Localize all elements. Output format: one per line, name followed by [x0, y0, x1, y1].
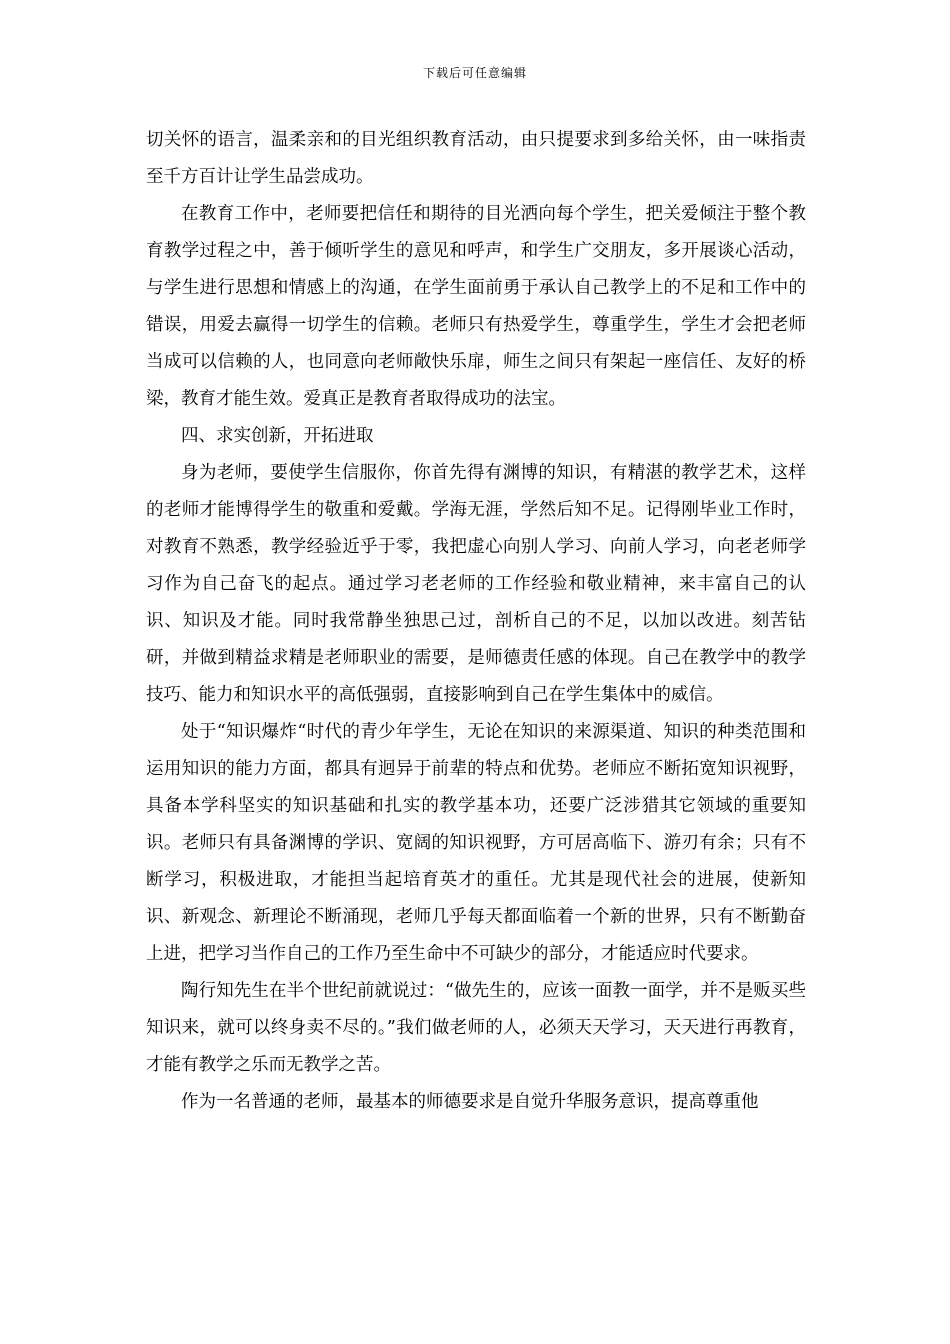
paragraph: 在教育工作中，老师要把信任和期待的目光洒向每个学生，把关爱倾注于整个教育教学过程之中，善于倾听学生的意见和呼声，和学生广交朋友，多开展谈心活动，与学生进行思想和情感上的沟通，在学生面前勇于承认自己教学上的不足和工作中的错误，用爱去赢得一切学生的信赖。老师只有热爱学生，尊重学生，学生才会把老师当成可以信赖的人，也同意向老师敞快乐扉，师生之间只有架起一座信任、友好的桥梁，教育才能生效。爱真正是教育者取得成功的法宝。 — [146, 204, 806, 409]
section-heading: 四、求实创新，开拓进取 — [181, 426, 374, 446]
paragraph: 身为老师，要使学生信服你，你首先得有渊博的知识，有精湛的教学艺术，这样的老师才能博得学生的敬重和爱戴。学海无涯，学然后知不足。记得刚毕业工作时，对教育不熟悉，教学经验近乎于零，我把虚心向别人学习、向前人学习，向老老师学习作为自己奋飞的起点。通过学习老老师的工作经验和敬业精神，来丰富自己的认识、知识及才能。同时我常静坐独思己过，剖析自己的不足，以加以改进。刻苦钻研，并做到精益求精是老师职业的需要，是师德责任感的体现。自己在教学中的教学技巧、能力和知识水平的高低强弱，直接影响到自己在学生集体中的威信。 — [146, 463, 806, 705]
page-header: 下载后可任意编辑 — [422, 66, 527, 80]
paragraph: 作为一名普通的老师，最基本的师德要求是自觉升华服务意识，提高尊重他 — [181, 1092, 759, 1112]
paragraph: 陶行知先生在半个世纪前就说过：“做先生的，应该一面教一面学，并不是贩买些知识来，就可以终身卖不尽的。”我们做老师的人，必须天天学习，天天进行再教育，才能有教学之乐而无教学之苦。 — [146, 981, 806, 1075]
document-body — [146, 122, 806, 1121]
paragraph-continuation: 切关怀的语言，温柔亲和的目光组织教育活动，由只提要求到多给关怀，由一味指责至千方百计让学生品尝成功。 — [146, 130, 806, 187]
paragraph: 处于“知识爆炸“时代的青少年学生，无论在知识的来源渠道、知识的种类范围和运用知识的能力方面，都具有迥异于前辈的特点和优势。老师应不断拓宽知识视野，具备本学科坚实的知识基础和扎实的教学基本功，还要广泛涉猎其它领域的重要知识。老师只有具备渊博的学识、宽阔的知识视野，方可居高临下、游刃有余；只有不断学习，积极进取，才能担当起培育英才的重任。尤其是现代社会的进展，使新知识、新观念、新理论不断涌现，老师几乎每天都面临着一个新的世界，只有不断勤奋上进，把学习当作自己的工作乃至生命中不可缺少的部分，才能适应时代要求。 — [146, 722, 806, 964]
